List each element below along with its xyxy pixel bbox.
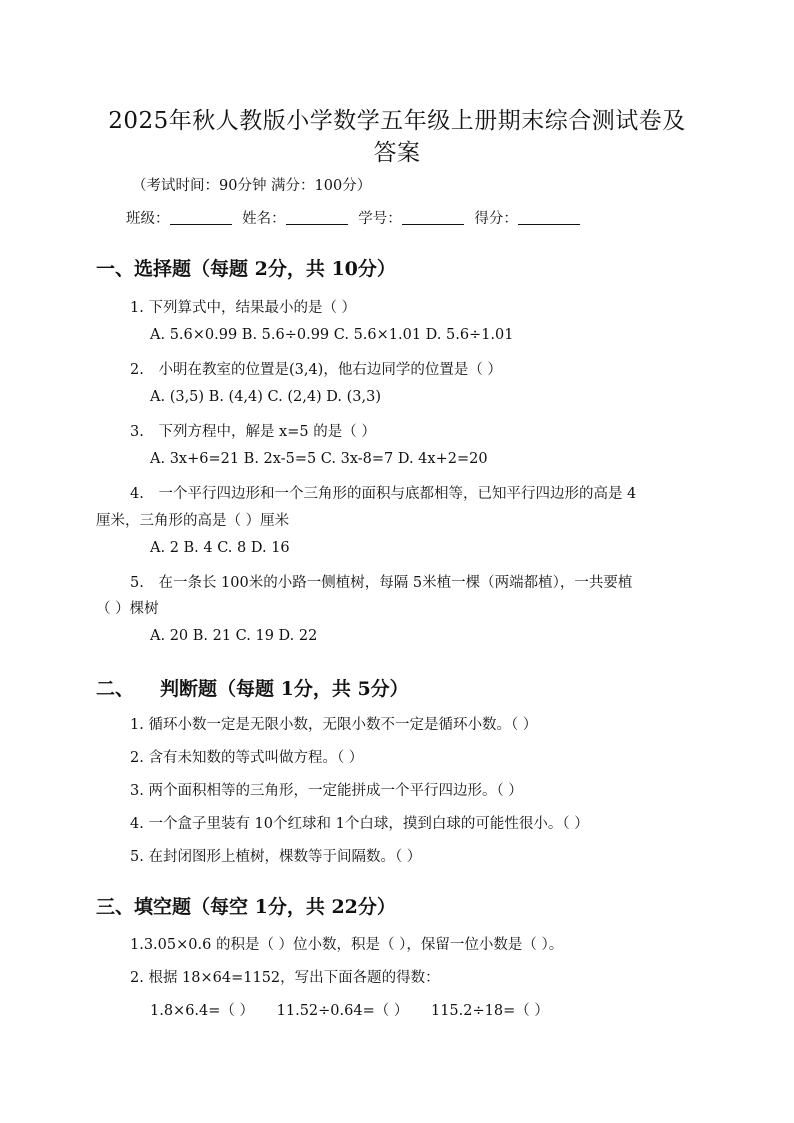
fill-part: 115.2÷18=（ ） xyxy=(430,1003,549,1019)
choice-question-2 xyxy=(130,358,502,379)
section-heading-judgement xyxy=(96,674,409,701)
name-blank[interactable] xyxy=(286,210,348,225)
question-text: 小明在教室的位置是(3,4)，他右边同学的位置是（ ） xyxy=(158,362,502,378)
question-number: 4. xyxy=(130,486,144,502)
choice-question-4-options: A. 2 B. 4 C. 8 D. 16 xyxy=(150,540,290,556)
fill-part: 1.8×6.4=（ ） xyxy=(150,1003,255,1019)
choice-question-3 xyxy=(130,420,376,441)
class-label: 班级： xyxy=(126,211,170,227)
section-number: 二、 xyxy=(96,678,135,700)
question-number: 5. xyxy=(130,575,144,591)
question-text: 下列方程中，解是 x=5 的是（ ） xyxy=(158,424,376,440)
choice-question-1: 1. 下列算式中，结果最小的是（ ） xyxy=(130,300,357,316)
choice-question-4 xyxy=(130,482,636,503)
name-label: 姓名： xyxy=(242,211,286,227)
choice-question-5 xyxy=(130,571,632,592)
class-blank[interactable] xyxy=(170,210,232,225)
score-blank[interactable] xyxy=(518,210,580,225)
page-title: 2025年秋人教版小学数学五年级上册期末综合测试卷及 xyxy=(108,108,686,134)
fill-question-1: 1.3.05×0.6 的积是（ ）位小数，积是（ ），保留一位小数是（ ）。 xyxy=(130,937,564,953)
fill-question-2: 2. 根据 18×64=1152，写出下面各题的得数： xyxy=(130,970,440,986)
fill-question-2-parts xyxy=(150,999,549,1020)
choice-question-2-options: A. (3,5) B. (4,4) C. (2,4) D. (3,3) xyxy=(150,389,382,405)
choice-question-5-options: A. 20 B. 21 C. 19 D. 22 xyxy=(150,628,318,644)
choice-question-4-cont: 厘米，三角形的高是（ ）厘米 xyxy=(96,513,290,529)
page-title-line2: 答案 xyxy=(373,140,421,166)
question-number: 3. xyxy=(130,424,144,440)
student-id-blank[interactable] xyxy=(402,210,464,225)
question-text: 一个平行四边形和一个三角形的面积与底都相等，已知平行四边形的高是 4 xyxy=(158,486,637,502)
choice-question-3-options: A. 3x+6=21 B. 2x-5=5 C. 3x-8=7 D. 4x+2=20 xyxy=(150,451,488,467)
judgement-item-5: 5. 在封闭图形上植树，棵数等于间隔数。（ ） xyxy=(130,849,422,865)
student-info-fields xyxy=(126,207,586,228)
judgement-item-3: 3. 两个面积相等的三角形，一定能拼成一个平行四边形。（ ） xyxy=(130,783,523,799)
judgement-item-2: 2. 含有未知数的等式叫做方程。（ ） xyxy=(130,750,364,766)
judgement-item-1: 1. 循环小数一定是无限小数，无限小数不一定是循环小数。（ ） xyxy=(130,717,538,733)
score-label: 得分： xyxy=(474,211,518,227)
choice-question-5-cont: （ ）棵树 xyxy=(96,601,159,617)
judgement-item-4: 4. 一个盒子里装有 10个红球和 1个白球，摸到白球的可能性很小。（ ） xyxy=(130,816,589,832)
exam-info: （考试时间：90分钟 满分：100分） xyxy=(132,178,372,194)
fill-part: 11.52÷0.64=（ ） xyxy=(276,1003,409,1019)
question-text: 在一条长 100米的小路一侧植树，每隔 5米植一棵（两端都植），一共要植 xyxy=(158,575,633,591)
question-number: 2. xyxy=(130,362,144,378)
section-heading-choice: 一、选择题（每题 2分，共 10分） xyxy=(96,258,396,280)
section-title: 判断题（每题 1分，共 5分） xyxy=(160,678,409,700)
choice-question-1-options: A. 5.6×0.99 B. 5.6÷0.99 C. 5.6×1.01 D. 5.6÷1.01 xyxy=(150,327,514,343)
section-heading-fill-blank: 三、填空题（每空 1分，共 22分） xyxy=(96,896,396,918)
student-id-label: 学号： xyxy=(358,211,402,227)
